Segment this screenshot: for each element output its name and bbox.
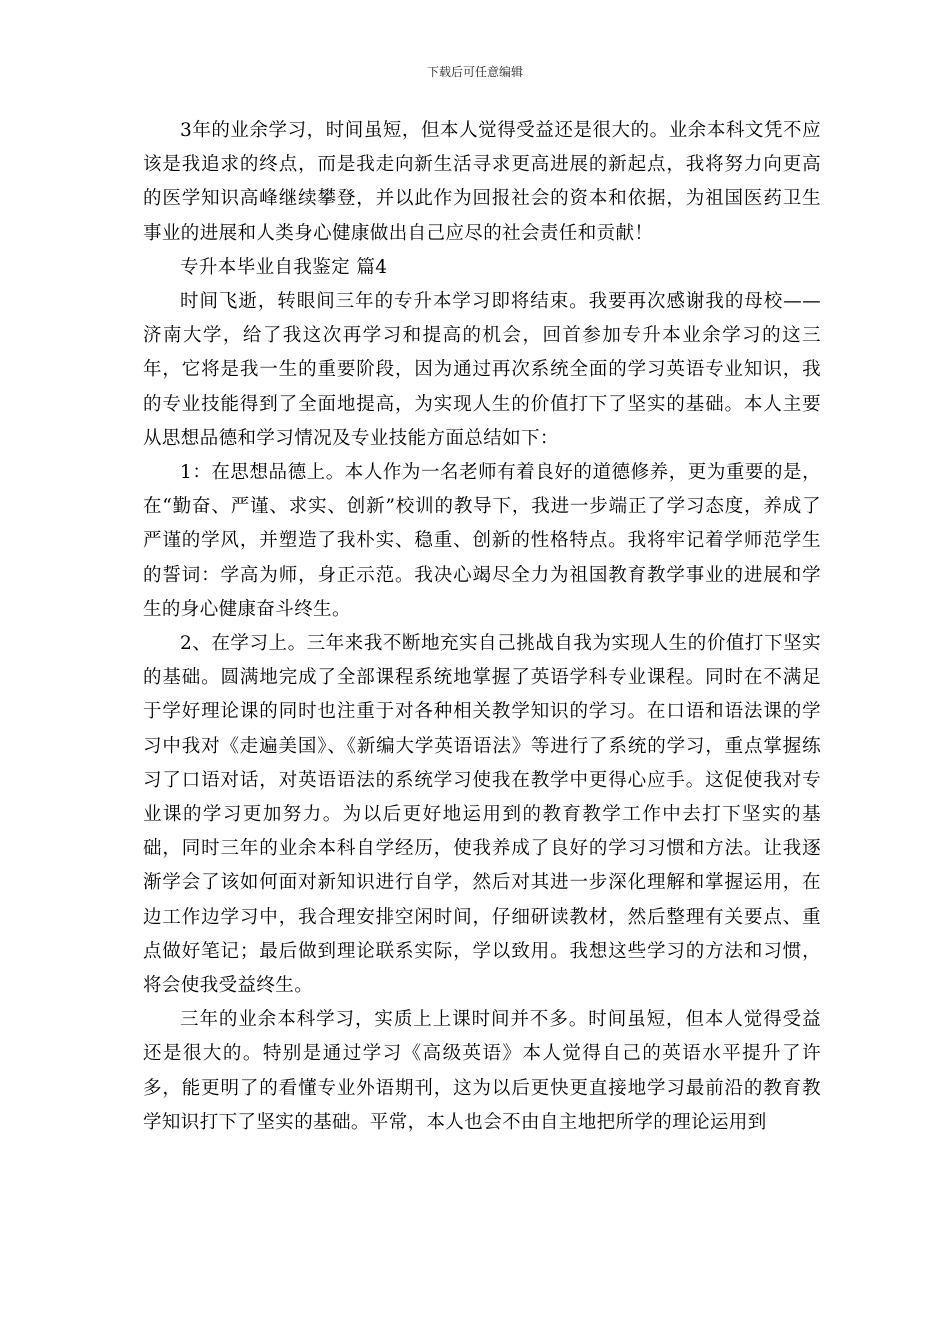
paragraph-study: 2、在学习上。三年来我不断地充实自己挑战自我为实现人生的价值打下坚实的基础。圆满地完成了全部课程系统地掌握了英语学科专业课程。同时在不满足于学好理论课的同时也注重于对各种相关教学知识的学习。在口语和语法课的学习中我对《走遍美国》、《新编大学英语语法》等进行了系统的学习，重点掌握练习了口语对话，对英语语法的系统学习使我在教学中更得心应手。这促使我对专业课的学习更加努力。为以后更好地运用到的教育教学工作中去打下坚实的基础，同时三年的业余本科自学经历，使我养成了良好的学习习惯和方法。让我逐渐学会了该如何面对新知识进行自学，然后对其进一步深化理解和掌握运用，在边工作边学习中，我合理安排空闲时间，仔细研读教材，然后整理有关要点、重点做好笔记；最后做到理论联系实际，学以致用。我想这些学习的方法和习惯，将会使我受益终生。	[143, 633, 821, 997]
document-body	[143, 114, 821, 1140]
paragraph-moral-character: 1：在思想品德上。本人作为一名老师有着良好的道德修养，更为重要的是，在“勤奋、严谨、求实、创新”校训的教导下，我进一步端正了学习态度，养成了严谨的学风，并塑造了我朴实、稳重、创新的性格特点。我将牢记着学师范学生的誓词：学高为师，身正示范。我决心竭尽全力为祖国教育教学事业的进展和学生的身心健康奋斗终生。	[143, 462, 821, 620]
paragraph-conclusion: 3年的业余学习，时间虽短，但本人觉得受益还是很大的。业余本科文凭不应该是我追求的终点，而是我走向新生活寻求更高进展的新起点，我将努力向更高的医学知识高峰继续攀登，并以此作为回报社会的资本和依据，为祖国医药卫生事业的进展和人类身心健康做出自己应尽的社会责任和贡献！	[143, 120, 821, 244]
paragraph-summary: 三年的业余本科学习，实质上上课时间并不多。时间虽短，但本人觉得受益还是很大的。特别是通过学习《高级英语》本人觉得自己的英语水平提升了许多，能更明了的看懂专业外语期刊，这为以后更快更直接地学习最前沿的教育教学知识打下了坚实的基础。平常，本人也会不由自主地把所学的理论运用到	[143, 1009, 821, 1133]
section-heading: 专升本毕业自我鉴定 篇4	[180, 256, 388, 278]
page-header: 下载后可任意编辑	[426, 65, 523, 79]
paragraph-intro: 时间飞逝，转眼间三年的专升本学习即将结束。我要再次感谢我的母校——济南大学，给了我这次再学习和提高的机会，回首参加专升本业余学习的这三年，它将是我一生的重要阶段，因为通过再次系统全面的学习英语专业知识，我的专业技能得到了全面地提高，为实现人生的价值打下了坚实的基础。本人主要从思想品德和学习情况及专业技能方面总结如下：	[143, 291, 821, 449]
